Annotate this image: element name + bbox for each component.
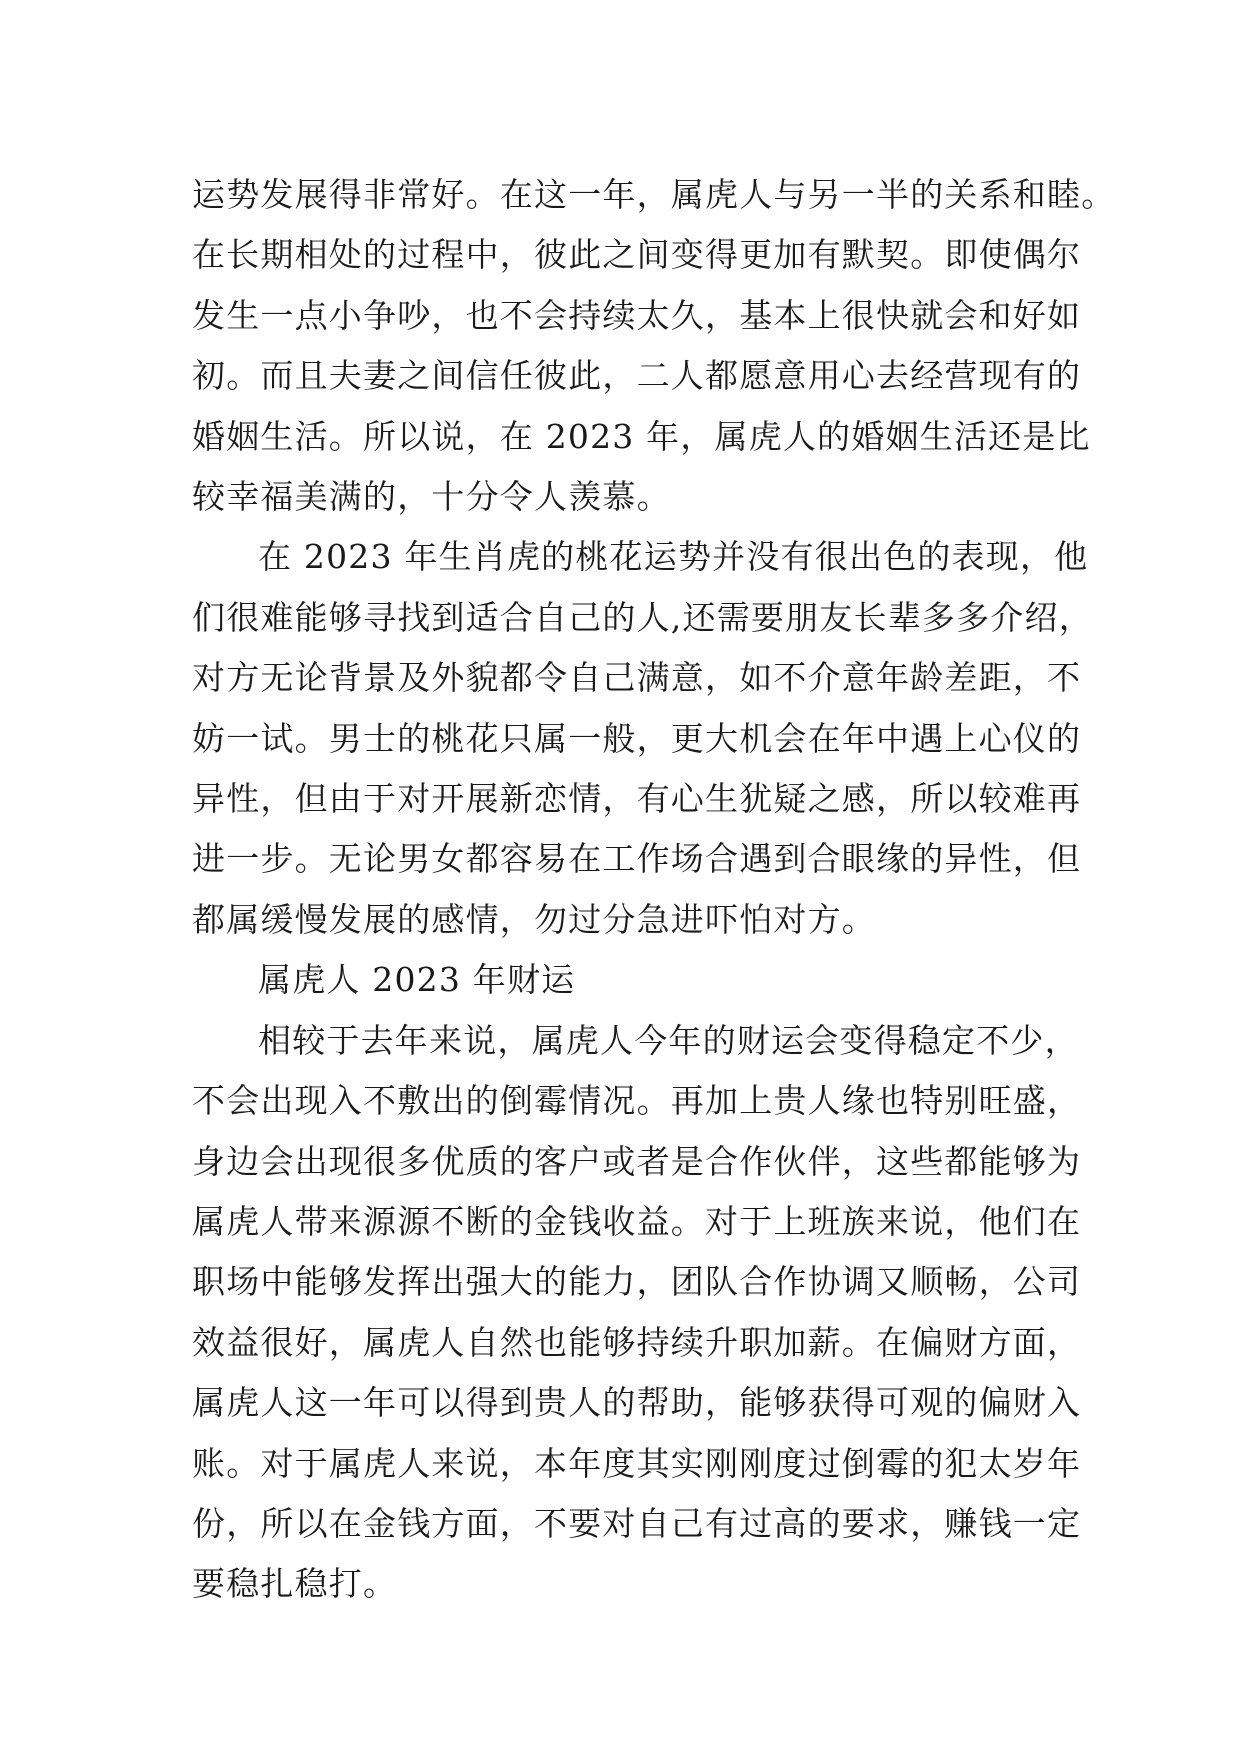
text-line: 在长期相处的过程中，彼此之间变得更加有默契。即使偶尔 — [192, 235, 1082, 275]
text-line: 妨一试。男士的桃花只属一般，更大机会在年中遇上心仪的 — [192, 718, 1082, 758]
paragraph-marriage-fortune — [192, 165, 1116, 527]
text-line: 对方无论背景及外貌都令自己满意，如不介意年龄差距，不 — [192, 658, 1082, 698]
text-line: 属虎人这一年可以得到贵人的帮助，能够获得可观的偏财入 — [192, 1383, 1082, 1423]
text-line: 份，所以在金钱方面，不要对自己有过高的要求，赚钱一定 — [192, 1503, 1082, 1543]
section-heading-wealth: 属虎人 2023 年财运 — [258, 960, 576, 1000]
text-line: 相较于去年来说，属虎人今年的财运会变得稳定不少， — [258, 1020, 1079, 1060]
text-line: 属虎人带来源源不断的金钱收益。对于上班族来说，他们在 — [192, 1201, 1082, 1241]
text-line: 都属缓慢发展的感情，勿过分急进吓怕对方。 — [192, 899, 876, 939]
text-line: 在 2023 年生肖虎的桃花运势并没有很出色的表现，他 — [258, 537, 1089, 577]
text-line: 不会出现入不敷出的倒霉情况。再加上贵人缘也特别旺盛， — [192, 1081, 1082, 1121]
text-line: 较幸福美满的，十分令人羡慕。 — [192, 477, 671, 517]
text-line: 初。而且夫妻之间信任彼此，二人都愿意用心去经营现有的 — [192, 356, 1082, 396]
text-line: 异性，但由于对开展新恋情，有心生犹疑之感，所以较难再 — [192, 779, 1082, 819]
text-line: 效益很好，属虎人自然也能够持续升职加薪。在偏财方面， — [192, 1322, 1082, 1362]
text-line: 运势发展得非常好。在这一年，属虎人与另一半的关系和睦。 — [192, 175, 1116, 214]
document-body — [192, 165, 1116, 1615]
text-line: 发生一点小争吵，也不会持续太久，基本上很快就会和好如 — [192, 295, 1082, 335]
paragraph-wealth-fortune — [192, 1011, 1082, 1615]
text-line: 们很难能够寻找到适合自己的人,还需要朋友长辈多多介绍， — [192, 597, 1093, 637]
text-line: 身边会出现很多优质的客户或者是合作伙伴，这些都能够为 — [192, 1141, 1082, 1181]
text-line: 职场中能够发挥出强大的能力，团队合作协调又顺畅，公司 — [192, 1262, 1082, 1302]
text-line: 进一步。无论男女都容易在工作场合遇到合眼缘的异性，但 — [192, 839, 1082, 879]
text-line: 婚姻生活。所以说，在 2023 年，属虎人的婚姻生活还是比 — [192, 416, 1091, 456]
paragraph-romance-fortune — [192, 527, 1093, 950]
text-line: 账。对于属虎人来说，本年度其实刚刚度过倒霉的犯太岁年 — [192, 1443, 1082, 1483]
text-line: 要稳扎稳打。 — [192, 1564, 398, 1604]
